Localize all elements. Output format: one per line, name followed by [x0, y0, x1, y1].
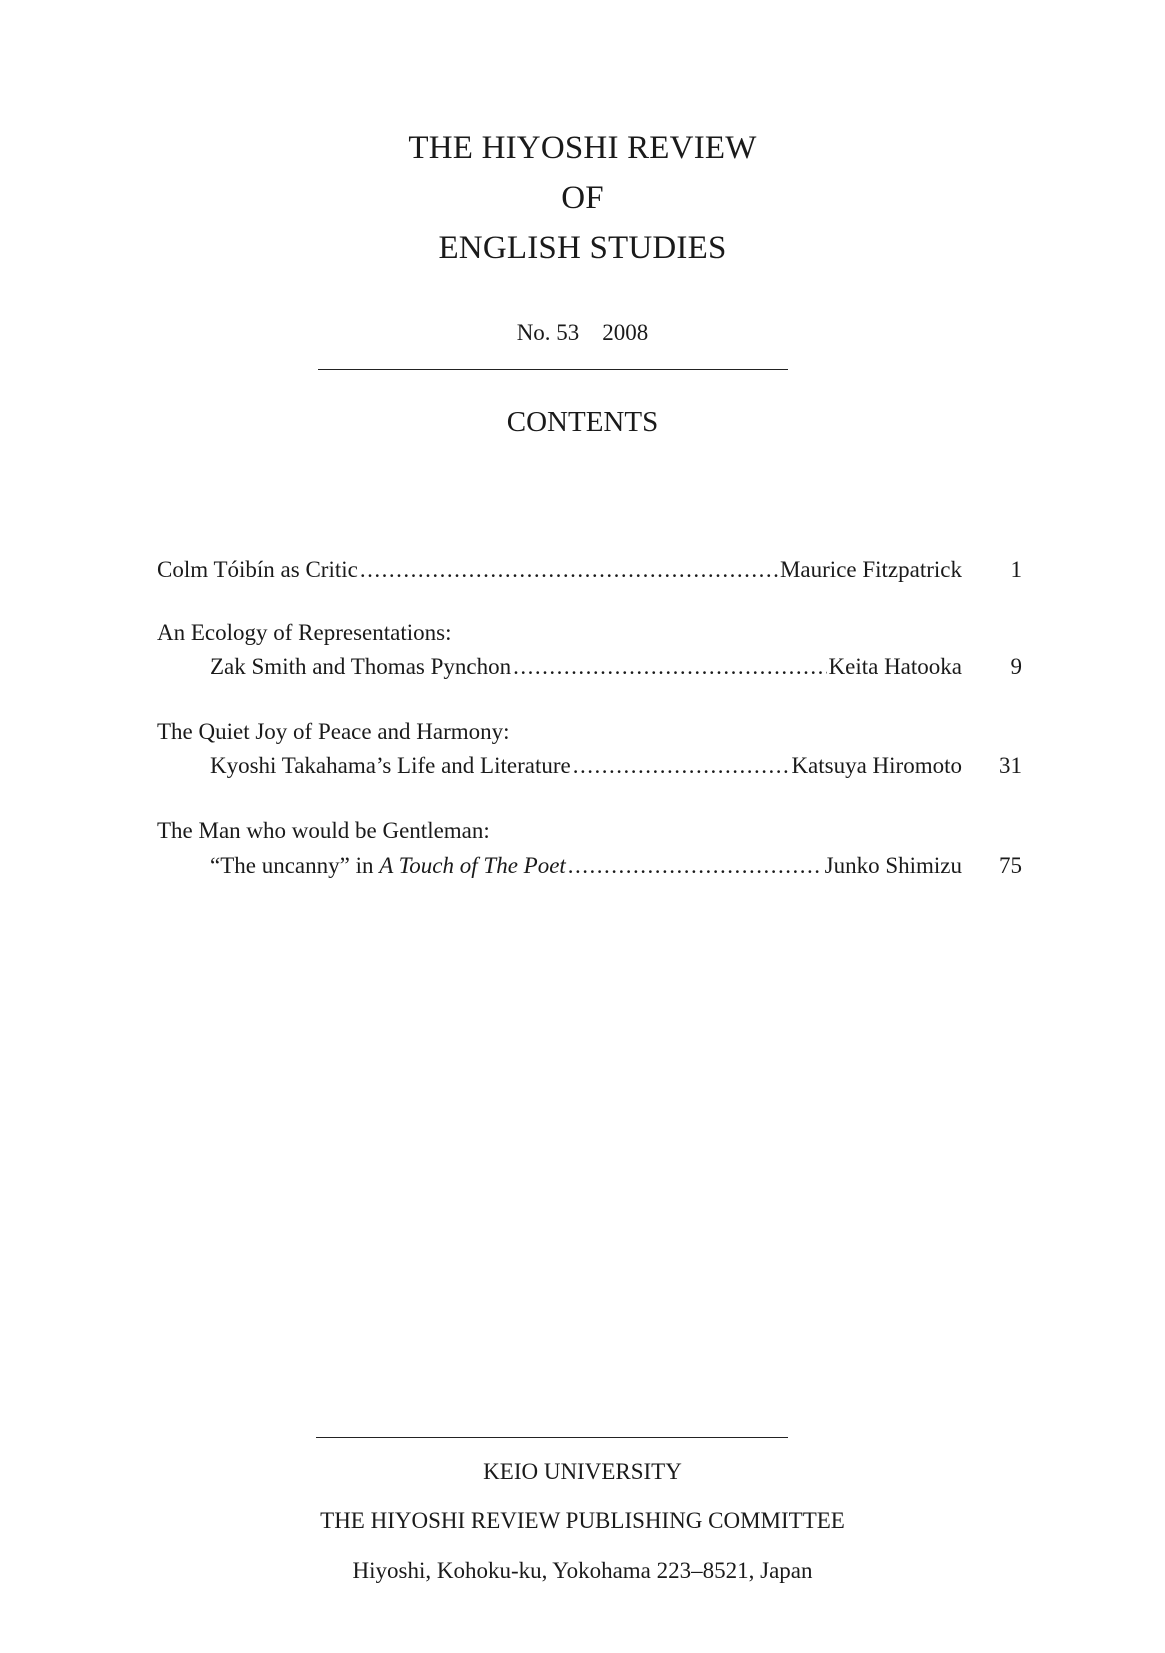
- dot-leader: [568, 851, 823, 881]
- toc-entry-author: Katsuya Hiromoto: [791, 753, 962, 778]
- toc-entry-title: Colm Tóibín as Critic: [157, 557, 358, 582]
- toc-entry-4[interactable]: [210, 851, 1022, 881]
- journal-title-line-1: THE HIYOSHI REVIEW: [408, 130, 757, 166]
- toc-entry-title-italic: A Touch of The Poet: [379, 853, 566, 878]
- toc-entry-2[interactable]: [210, 652, 1022, 682]
- footer-university: KEIO UNIVERSITY: [483, 1459, 682, 1484]
- toc-entry-title: [210, 851, 566, 881]
- journal-title-line-3: ENGLISH STUDIES: [438, 230, 727, 266]
- toc-entry-page: 1: [1010, 557, 1022, 582]
- footer-committee: THE HIYOSHI REVIEW PUBLISHING COMMITTEE: [320, 1508, 845, 1533]
- dot-leader: [573, 751, 790, 781]
- toc-entry-title: Kyoshi Takahama’s Life and Literature: [210, 753, 571, 778]
- toc-entry-2-title-line-1[interactable]: An Ecology of Representations:: [157, 620, 452, 645]
- toc-entry-author: Keita Hatooka: [828, 654, 962, 679]
- journal-title-line-2: OF: [561, 180, 604, 216]
- toc-entry-1[interactable]: [157, 555, 1022, 585]
- contents-heading: CONTENTS: [506, 406, 659, 438]
- footer-divider: [316, 1437, 788, 1438]
- toc-entry-4-title-line-1[interactable]: The Man who would be Gentleman:: [157, 818, 490, 843]
- toc-entry-author: Junko Shimizu: [824, 853, 962, 878]
- toc-entry-author: Maurice Fitzpatrick: [779, 557, 962, 582]
- issue-number-year: No. 53 2008: [516, 320, 649, 345]
- toc-entry-page: 75: [999, 853, 1022, 878]
- toc-entry-title: Zak Smith and Thomas Pynchon: [210, 654, 512, 679]
- dot-leader: [360, 555, 778, 585]
- dot-leader: [513, 652, 826, 682]
- toc-entry-3[interactable]: [210, 751, 1022, 781]
- toc-entry-title-prefix: “The uncanny” in: [210, 853, 380, 878]
- toc-entry-page: 9: [1010, 654, 1022, 679]
- toc-entry-page: 31: [999, 753, 1022, 778]
- toc-entry-3-title-line-1[interactable]: The Quiet Joy of Peace and Harmony:: [157, 719, 510, 744]
- footer-address: Hiyoshi, Kohoku-ku, Yokohama 223–8521, Japan: [352, 1558, 813, 1583]
- header-divider: [318, 369, 788, 370]
